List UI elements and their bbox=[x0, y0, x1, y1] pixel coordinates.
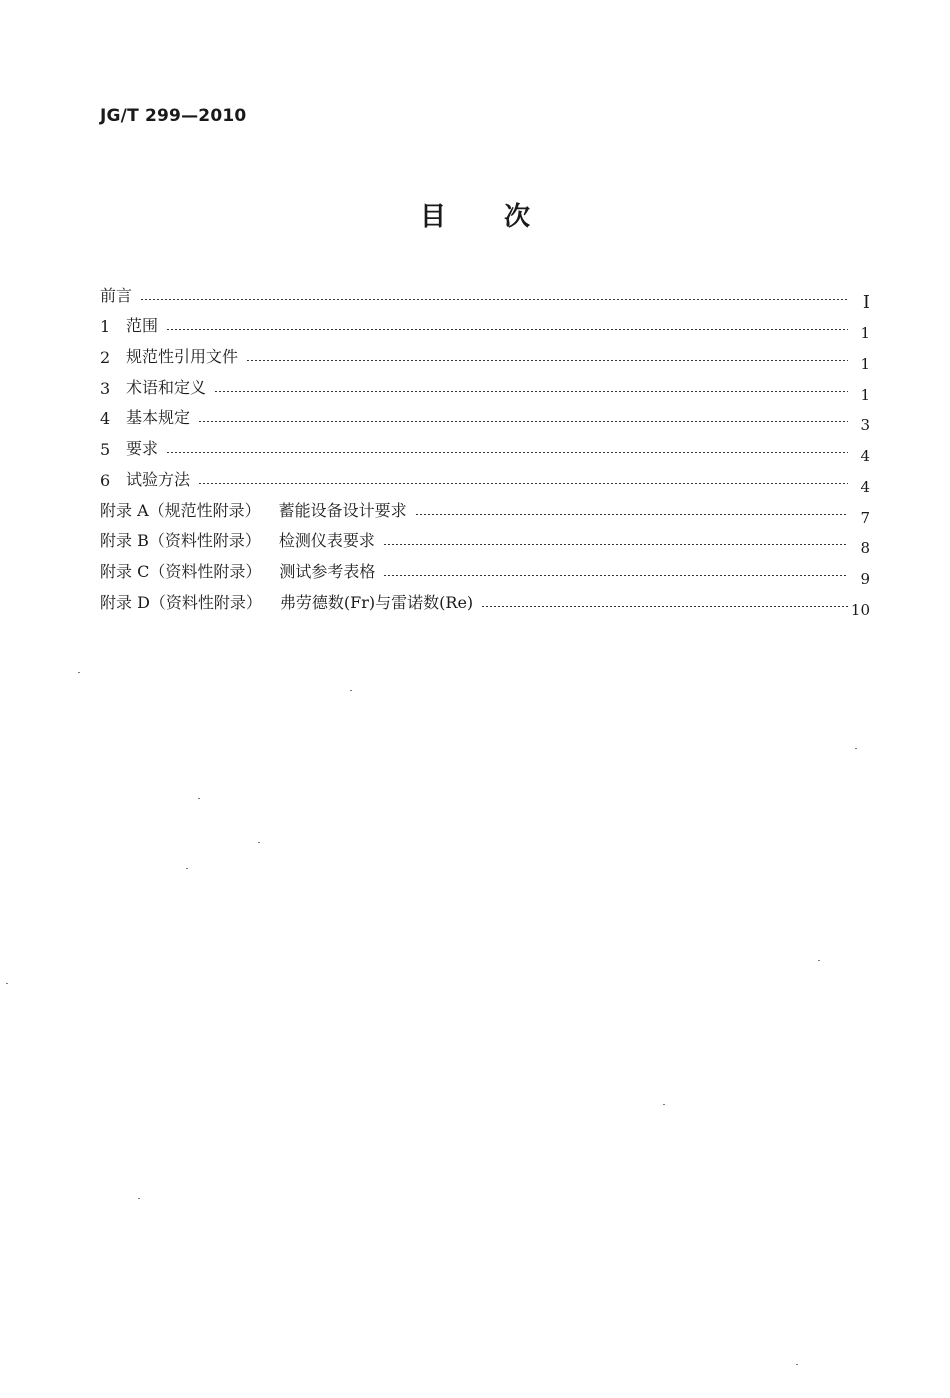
table-of-contents bbox=[100, 275, 870, 619]
document-code: JG/T 299—2010 bbox=[100, 106, 247, 126]
toc-entry-annex-c[interactable] bbox=[100, 551, 870, 588]
annex-tag: 附录 B（资料性附录） bbox=[100, 531, 261, 551]
scan-speck bbox=[186, 868, 188, 869]
toc-page-number: 8 bbox=[860, 539, 870, 558]
toc-entry-label bbox=[100, 498, 415, 521]
annex-title: 测试参考表格 bbox=[279, 561, 376, 581]
title-char-1: 目 bbox=[419, 202, 446, 232]
dot-leader bbox=[481, 606, 848, 607]
dot-leader bbox=[246, 360, 848, 361]
toc-entry-2[interactable] bbox=[100, 336, 870, 374]
page-title bbox=[0, 196, 950, 233]
toc-entry-number: 5 bbox=[100, 440, 111, 460]
toc-entry-number: 4 bbox=[100, 409, 111, 429]
toc-entry-5[interactable] bbox=[100, 428, 870, 466]
toc-entry-label: 前言 bbox=[100, 285, 133, 305]
scan-speck bbox=[663, 1104, 665, 1105]
toc-entry-label: 范围 bbox=[126, 316, 159, 336]
toc-page-number: 7 bbox=[860, 508, 870, 527]
scan-speck bbox=[818, 960, 820, 961]
toc-entry-foreword[interactable] bbox=[100, 275, 870, 313]
title-char-2: 次 bbox=[504, 202, 531, 232]
toc-entry-annex-a[interactable] bbox=[100, 490, 870, 527]
toc-entry-annex-d[interactable] bbox=[100, 582, 870, 619]
annex-tag: 附录 A（规范性附录） bbox=[100, 500, 261, 520]
annex-tag: 附录 C（资料性附录） bbox=[100, 561, 262, 581]
dot-leader bbox=[383, 544, 848, 545]
dot-leader bbox=[415, 514, 848, 515]
toc-page-number: 1 bbox=[860, 355, 870, 374]
toc-entry-label: 基本规定 bbox=[126, 408, 191, 428]
scan-speck bbox=[6, 983, 8, 984]
dot-leader bbox=[214, 391, 848, 392]
toc-entry-label bbox=[100, 559, 383, 582]
dot-leader bbox=[166, 329, 848, 330]
annex-title: 检测仪表要求 bbox=[278, 531, 375, 551]
toc-page-number: 1 bbox=[860, 385, 870, 404]
annex-title: 弗劳德数(Fr)与雷诺数(Re) bbox=[279, 592, 474, 612]
dot-leader bbox=[166, 452, 848, 453]
toc-page-number: 9 bbox=[860, 569, 870, 588]
toc-page-number: I bbox=[862, 291, 870, 313]
annex-title: 蓄能设备设计要求 bbox=[278, 500, 407, 520]
toc-entry-label: 要求 bbox=[126, 439, 159, 459]
toc-entry-label: 规范性引用文件 bbox=[126, 347, 239, 367]
toc-page-number: 4 bbox=[860, 447, 870, 466]
toc-entry-4[interactable] bbox=[100, 398, 870, 435]
scan-speck bbox=[78, 672, 80, 673]
toc-page-number: 10 bbox=[850, 600, 870, 619]
dot-leader bbox=[198, 483, 848, 484]
dot-leader bbox=[198, 421, 848, 422]
toc-page-number: 1 bbox=[860, 324, 870, 343]
scan-speck bbox=[198, 798, 200, 799]
scan-speck bbox=[855, 748, 857, 749]
toc-entry-label: 术语和定义 bbox=[126, 377, 207, 397]
toc-entry-number: 3 bbox=[100, 378, 111, 398]
scan-speck bbox=[350, 690, 352, 691]
toc-entry-label: 试验方法 bbox=[126, 469, 191, 489]
toc-page-number: 4 bbox=[860, 477, 870, 496]
toc-entry-number: 6 bbox=[100, 470, 111, 490]
toc-entry-number: 1 bbox=[100, 317, 111, 337]
toc-entry-1[interactable] bbox=[100, 306, 870, 343]
dot-leader bbox=[383, 575, 848, 576]
scan-speck bbox=[258, 842, 260, 843]
toc-entry-annex-b[interactable] bbox=[100, 521, 870, 558]
toc-entry-label bbox=[100, 528, 383, 551]
dot-leader bbox=[140, 299, 848, 300]
toc-entry-3[interactable] bbox=[100, 367, 870, 404]
toc-page-number: 3 bbox=[860, 416, 870, 435]
scan-speck bbox=[138, 1198, 140, 1199]
scan-speck bbox=[796, 1364, 798, 1365]
annex-tag: 附录 D（资料性附录） bbox=[100, 592, 262, 612]
toc-entry-6[interactable] bbox=[100, 459, 870, 496]
toc-entry-number: 2 bbox=[100, 348, 111, 368]
toc-entry-label bbox=[100, 590, 481, 613]
